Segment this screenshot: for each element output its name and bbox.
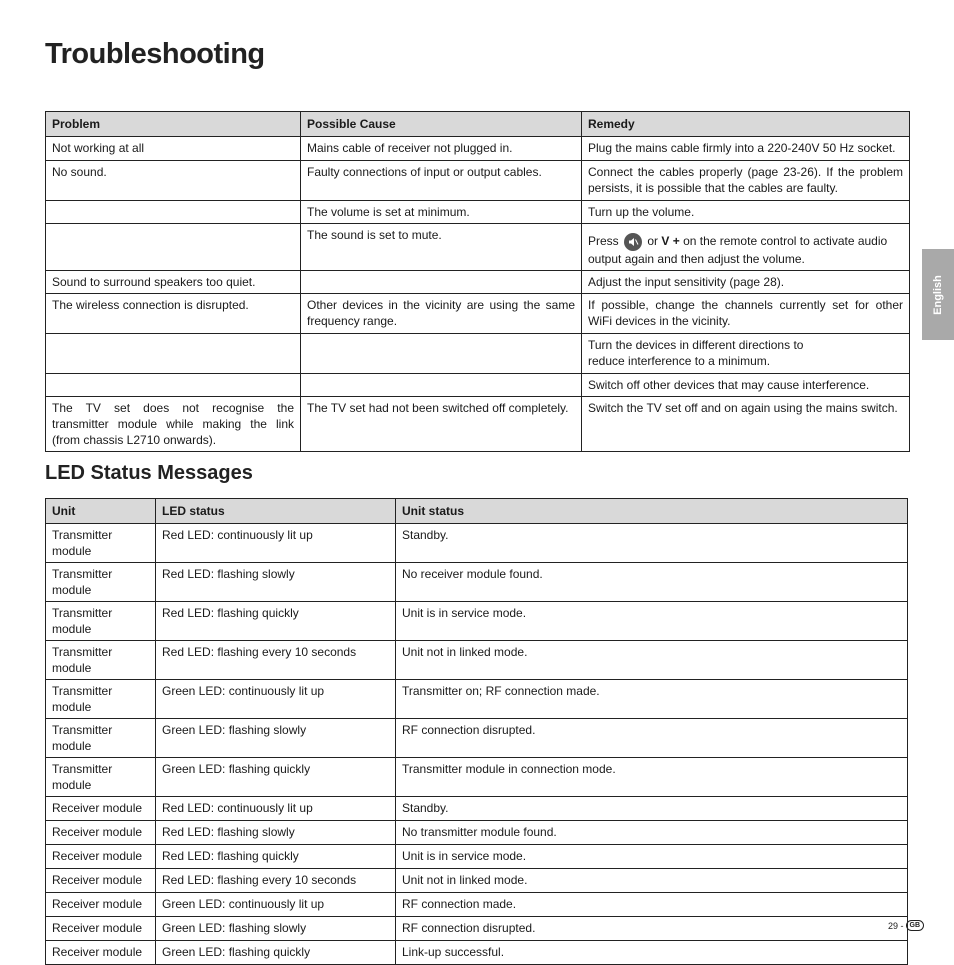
led-status-cell: Green LED: flashing slowly — [156, 719, 396, 758]
table-row — [46, 758, 908, 797]
problem-cell: The wireless connection is disrupted. — [46, 294, 301, 334]
led-status-cell: Green LED: flashing quickly — [156, 941, 396, 965]
table-row — [46, 563, 908, 602]
led-status-cell: Red LED: continuously lit up — [156, 797, 396, 821]
cause-cell: The sound is set to mute. — [301, 224, 582, 271]
volume-up-key: V + — [661, 234, 680, 249]
unit-status-cell: RF connection made. — [396, 893, 908, 917]
problem-cell: Not working at all — [46, 137, 301, 161]
table-row — [46, 602, 908, 641]
remedy-text: or — [644, 234, 662, 249]
unit-cell: Transmitter module — [46, 602, 156, 641]
table-row — [46, 917, 908, 941]
remedy-text: on the remote control to activate audio output again and then adjust the volume. — [588, 234, 888, 266]
column-header: Unit — [46, 499, 156, 524]
cause-cell: The TV set had not been switched off completely. — [301, 397, 582, 452]
table-row — [46, 941, 908, 965]
cause-cell: Other devices in the vicinity are using the same frequency range. — [301, 294, 582, 334]
cause-cell — [301, 374, 582, 397]
problem-cell — [46, 374, 301, 397]
led-status-cell: Green LED: continuously lit up — [156, 893, 396, 917]
remedy-cell: Switch the TV set off and on again using the mains switch. — [582, 397, 910, 452]
problem-cell — [46, 201, 301, 224]
unit-status-cell: No transmitter module found. — [396, 821, 908, 845]
column-header: Problem — [46, 112, 301, 137]
unit-status-cell: RF connection disrupted. — [396, 917, 908, 941]
led-status-cell: Green LED: flashing quickly — [156, 758, 396, 797]
page-number: 29 - — [888, 920, 904, 931]
table-header-row — [46, 112, 910, 137]
cause-cell: The volume is set at minimum. — [301, 201, 582, 224]
unit-cell: Transmitter module — [46, 524, 156, 563]
table-row — [46, 821, 908, 845]
unit-cell: Transmitter module — [46, 680, 156, 719]
led-status-table — [45, 498, 908, 965]
problem-cell — [46, 224, 301, 271]
remedy-cell: Switch off other devices that may cause interference. — [582, 374, 910, 397]
troubleshooting-table — [45, 111, 910, 452]
column-header: Remedy — [582, 112, 910, 137]
led-status-cell: Red LED: flashing every 10 seconds — [156, 641, 396, 680]
unit-cell: Transmitter module — [46, 758, 156, 797]
column-header: LED status — [156, 499, 396, 524]
unit-cell: Receiver module — [46, 821, 156, 845]
table-row — [46, 680, 908, 719]
remedy-cell: Connect the cables properly (page 23-26). If the problem persists, it is possible that the cables are faulty. — [582, 161, 910, 201]
unit-status-cell: No receiver module found. — [396, 563, 908, 602]
unit-status-cell: Transmitter on; RF connection made. — [396, 680, 908, 719]
unit-cell: Receiver module — [46, 869, 156, 893]
table-row — [46, 161, 910, 201]
table-row — [46, 334, 910, 374]
unit-cell: Receiver module — [46, 893, 156, 917]
table-row — [46, 271, 910, 294]
unit-cell: Receiver module — [46, 797, 156, 821]
unit-status-cell: Standby. — [396, 524, 908, 563]
table-row — [46, 845, 908, 869]
table-row — [46, 869, 908, 893]
led-status-cell: Green LED: flashing slowly — [156, 917, 396, 941]
led-status-cell: Red LED: continuously lit up — [156, 524, 396, 563]
unit-status-cell: Unit is in service mode. — [396, 602, 908, 641]
unit-cell: Receiver module — [46, 941, 156, 965]
unit-status-cell: Link-up successful. — [396, 941, 908, 965]
led-status-cell: Red LED: flashing slowly — [156, 563, 396, 602]
led-status-cell: Green LED: continuously lit up — [156, 680, 396, 719]
unit-status-cell: Unit not in linked mode. — [396, 869, 908, 893]
led-status-cell: Red LED: flashing quickly — [156, 602, 396, 641]
table-row — [46, 797, 908, 821]
unit-status-cell: Transmitter module in connection mode. — [396, 758, 908, 797]
country-badge: GB — [906, 920, 925, 931]
remedy-cell: Turn the devices in different directions to reduce interference to a minimum. — [582, 334, 910, 374]
problem-cell: The TV set does not recognise the transmitter module while making the link (from chassis L2710 onwards). — [46, 397, 301, 452]
led-status-cell: Red LED: flashing quickly — [156, 845, 396, 869]
page-title: Troubleshooting — [45, 38, 265, 70]
table-row — [46, 294, 910, 334]
unit-cell: Transmitter module — [46, 719, 156, 758]
table-row — [46, 201, 910, 224]
language-tab-label: English — [932, 274, 945, 315]
remedy-text: Press — [588, 234, 619, 249]
remedy-cell: Plug the mains cable firmly into a 220-240V 50 Hz socket. — [582, 137, 910, 161]
remedy-cell: Adjust the input sensitivity (page 28). — [582, 271, 910, 294]
cause-cell — [301, 271, 582, 294]
unit-cell: Receiver module — [46, 845, 156, 869]
remedy-cell: If possible, change the channels currently set for other WiFi devices in the vicinity. — [582, 294, 910, 334]
problem-cell: No sound. — [46, 161, 301, 201]
remedy-cell — [582, 224, 910, 271]
mute-icon — [624, 233, 642, 251]
table-row — [46, 224, 910, 271]
column-header: Unit status — [396, 499, 908, 524]
table-header-row — [46, 499, 908, 524]
remedy-cell: Turn up the volume. — [582, 201, 910, 224]
problem-cell: Sound to surround speakers too quiet. — [46, 271, 301, 294]
unit-status-cell: RF connection disrupted. — [396, 719, 908, 758]
cause-cell: Mains cable of receiver not plugged in. — [301, 137, 582, 161]
cause-cell: Faulty connections of input or output cables. — [301, 161, 582, 201]
section-title: LED Status Messages — [45, 462, 253, 484]
unit-status-cell: Standby. — [396, 797, 908, 821]
page-footer — [888, 920, 924, 931]
column-header: Possible Cause — [301, 112, 582, 137]
language-tab — [922, 249, 954, 340]
unit-status-cell: Unit is in service mode. — [396, 845, 908, 869]
table-row — [46, 893, 908, 917]
table-row — [46, 397, 910, 452]
table-row — [46, 524, 908, 563]
table-row — [46, 137, 910, 161]
table-row — [46, 719, 908, 758]
led-status-cell: Red LED: flashing every 10 seconds — [156, 869, 396, 893]
led-status-cell: Red LED: flashing slowly — [156, 821, 396, 845]
table-row — [46, 374, 910, 397]
unit-cell: Transmitter module — [46, 563, 156, 602]
table-row — [46, 641, 908, 680]
cause-cell — [301, 334, 582, 374]
unit-cell: Receiver module — [46, 917, 156, 941]
problem-cell — [46, 334, 301, 374]
unit-cell: Transmitter module — [46, 641, 156, 680]
unit-status-cell: Unit not in linked mode. — [396, 641, 908, 680]
